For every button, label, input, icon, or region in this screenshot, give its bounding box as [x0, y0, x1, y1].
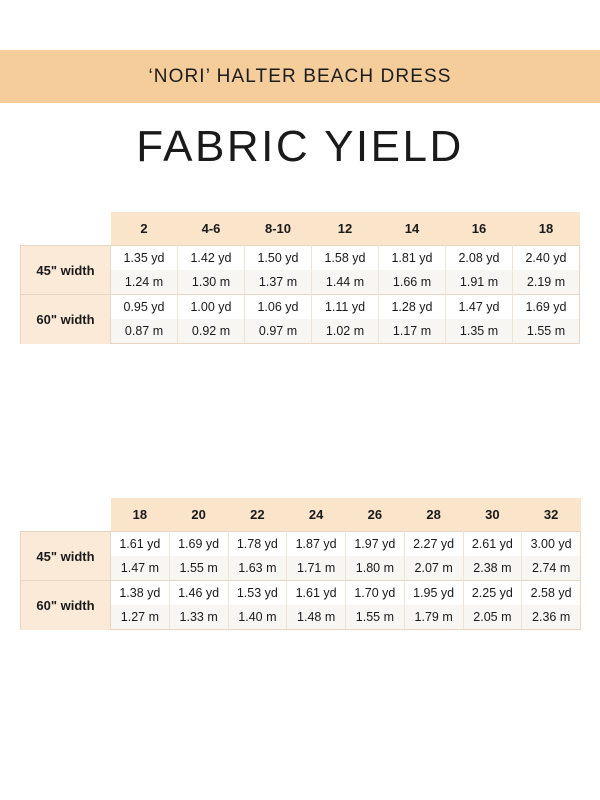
- yield-cell: 1.17 m: [379, 319, 446, 344]
- yield-cell: 1.87 yd: [287, 532, 346, 557]
- yield-cell: 2.05 m: [463, 605, 522, 630]
- yield-cell: 1.42 yd: [178, 246, 245, 271]
- yield-cell: 1.33 m: [169, 605, 228, 630]
- yield-cell: 2.38 m: [463, 556, 522, 581]
- yield-cell: 2.40 yd: [513, 246, 580, 271]
- yield-cell: 1.70 yd: [346, 581, 405, 606]
- yield-cell: 2.74 m: [522, 556, 581, 581]
- row-label-width: 45" width: [21, 532, 111, 581]
- yield-cell: 1.61 yd: [111, 532, 170, 557]
- yield-cell: 1.28 yd: [379, 295, 446, 320]
- yield-table-sizes-2-18: [20, 212, 580, 344]
- size-header: 14: [379, 212, 446, 246]
- yield-cell: 1.48 m: [287, 605, 346, 630]
- size-header: 8-10: [245, 212, 312, 246]
- row-label-width: 60" width: [21, 295, 111, 344]
- yield-cell: 1.44 m: [312, 270, 379, 295]
- yield-cell: 1.27 m: [111, 605, 170, 630]
- yield-cell: 0.87 m: [111, 319, 178, 344]
- table-row: [21, 581, 581, 606]
- yield-cell: 2.25 yd: [463, 581, 522, 606]
- table-row: [21, 246, 580, 271]
- yield-cell: 1.35 yd: [111, 246, 178, 271]
- size-header: 18: [111, 498, 170, 532]
- size-header: 20: [169, 498, 228, 532]
- yield-cell: 1.30 m: [178, 270, 245, 295]
- yield-cell: 2.61 yd: [463, 532, 522, 557]
- table-header-row: [21, 498, 581, 532]
- yield-cell: 1.80 m: [346, 556, 405, 581]
- size-header: 22: [228, 498, 287, 532]
- yield-cell: 0.97 m: [245, 319, 312, 344]
- yield-cell: 1.66 m: [379, 270, 446, 295]
- yield-cell: 1.37 m: [245, 270, 312, 295]
- garment-name: ‘NORI’ HALTER BEACH DRESS: [148, 65, 452, 87]
- yield-cell: 1.00 yd: [178, 295, 245, 320]
- row-label-width: 45" width: [21, 246, 111, 295]
- size-header: 18: [513, 212, 580, 246]
- table-corner-cell: [21, 498, 111, 532]
- yield-cell: 0.95 yd: [111, 295, 178, 320]
- yield-cell: 1.63 m: [228, 556, 287, 581]
- yield-cell: 2.19 m: [513, 270, 580, 295]
- yield-cell: 1.11 yd: [312, 295, 379, 320]
- yield-cell: 1.95 yd: [404, 581, 463, 606]
- yield-cell: 1.55 m: [346, 605, 405, 630]
- yield-cell: 2.08 yd: [446, 246, 513, 271]
- yield-cell: 1.97 yd: [346, 532, 405, 557]
- yield-cell: 1.81 yd: [379, 246, 446, 271]
- size-header: 4-6: [178, 212, 245, 246]
- table-row: [21, 532, 581, 557]
- yield-cell: 2.07 m: [404, 556, 463, 581]
- size-header: 30: [463, 498, 522, 532]
- yield-cell: 1.35 m: [446, 319, 513, 344]
- yield-cell: 2.27 yd: [404, 532, 463, 557]
- yield-cell: 1.91 m: [446, 270, 513, 295]
- table-header-row: [21, 212, 580, 246]
- size-header: 24: [287, 498, 346, 532]
- row-label-width: 60" width: [21, 581, 111, 630]
- yield-cell: 2.36 m: [522, 605, 581, 630]
- yield-cell: 1.71 m: [287, 556, 346, 581]
- yield-cell: 1.06 yd: [245, 295, 312, 320]
- yield-cell: 1.78 yd: [228, 532, 287, 557]
- page-title: FABRIC YIELD: [136, 122, 464, 171]
- yield-cell: 3.00 yd: [522, 532, 581, 557]
- yield-cell: 1.47 yd: [446, 295, 513, 320]
- size-header: 26: [346, 498, 405, 532]
- yield-cell: 1.02 m: [312, 319, 379, 344]
- title-banner: [0, 50, 600, 103]
- yield-cell: 1.58 yd: [312, 246, 379, 271]
- yield-cell: 1.40 m: [228, 605, 287, 630]
- size-header: 2: [111, 212, 178, 246]
- yield-cell: 1.47 m: [111, 556, 170, 581]
- table-row: [21, 295, 580, 320]
- size-header: 28: [404, 498, 463, 532]
- size-header: 16: [446, 212, 513, 246]
- table-corner-cell: [21, 212, 111, 246]
- yield-cell: 1.50 yd: [245, 246, 312, 271]
- yield-cell: 1.69 yd: [513, 295, 580, 320]
- yield-cell: 2.58 yd: [522, 581, 581, 606]
- size-header: 32: [522, 498, 581, 532]
- size-header: 12: [312, 212, 379, 246]
- yield-cell: 1.46 yd: [169, 581, 228, 606]
- yield-cell: 1.53 yd: [228, 581, 287, 606]
- yield-cell: 1.79 m: [404, 605, 463, 630]
- yield-cell: 0.92 m: [178, 319, 245, 344]
- yield-table-sizes-18-32: [20, 498, 581, 630]
- yield-cell: 1.55 m: [513, 319, 580, 344]
- yield-cell: 1.38 yd: [111, 581, 170, 606]
- yield-cell: 1.24 m: [111, 270, 178, 295]
- yield-cell: 1.61 yd: [287, 581, 346, 606]
- yield-cell: 1.69 yd: [169, 532, 228, 557]
- yield-cell: 1.55 m: [169, 556, 228, 581]
